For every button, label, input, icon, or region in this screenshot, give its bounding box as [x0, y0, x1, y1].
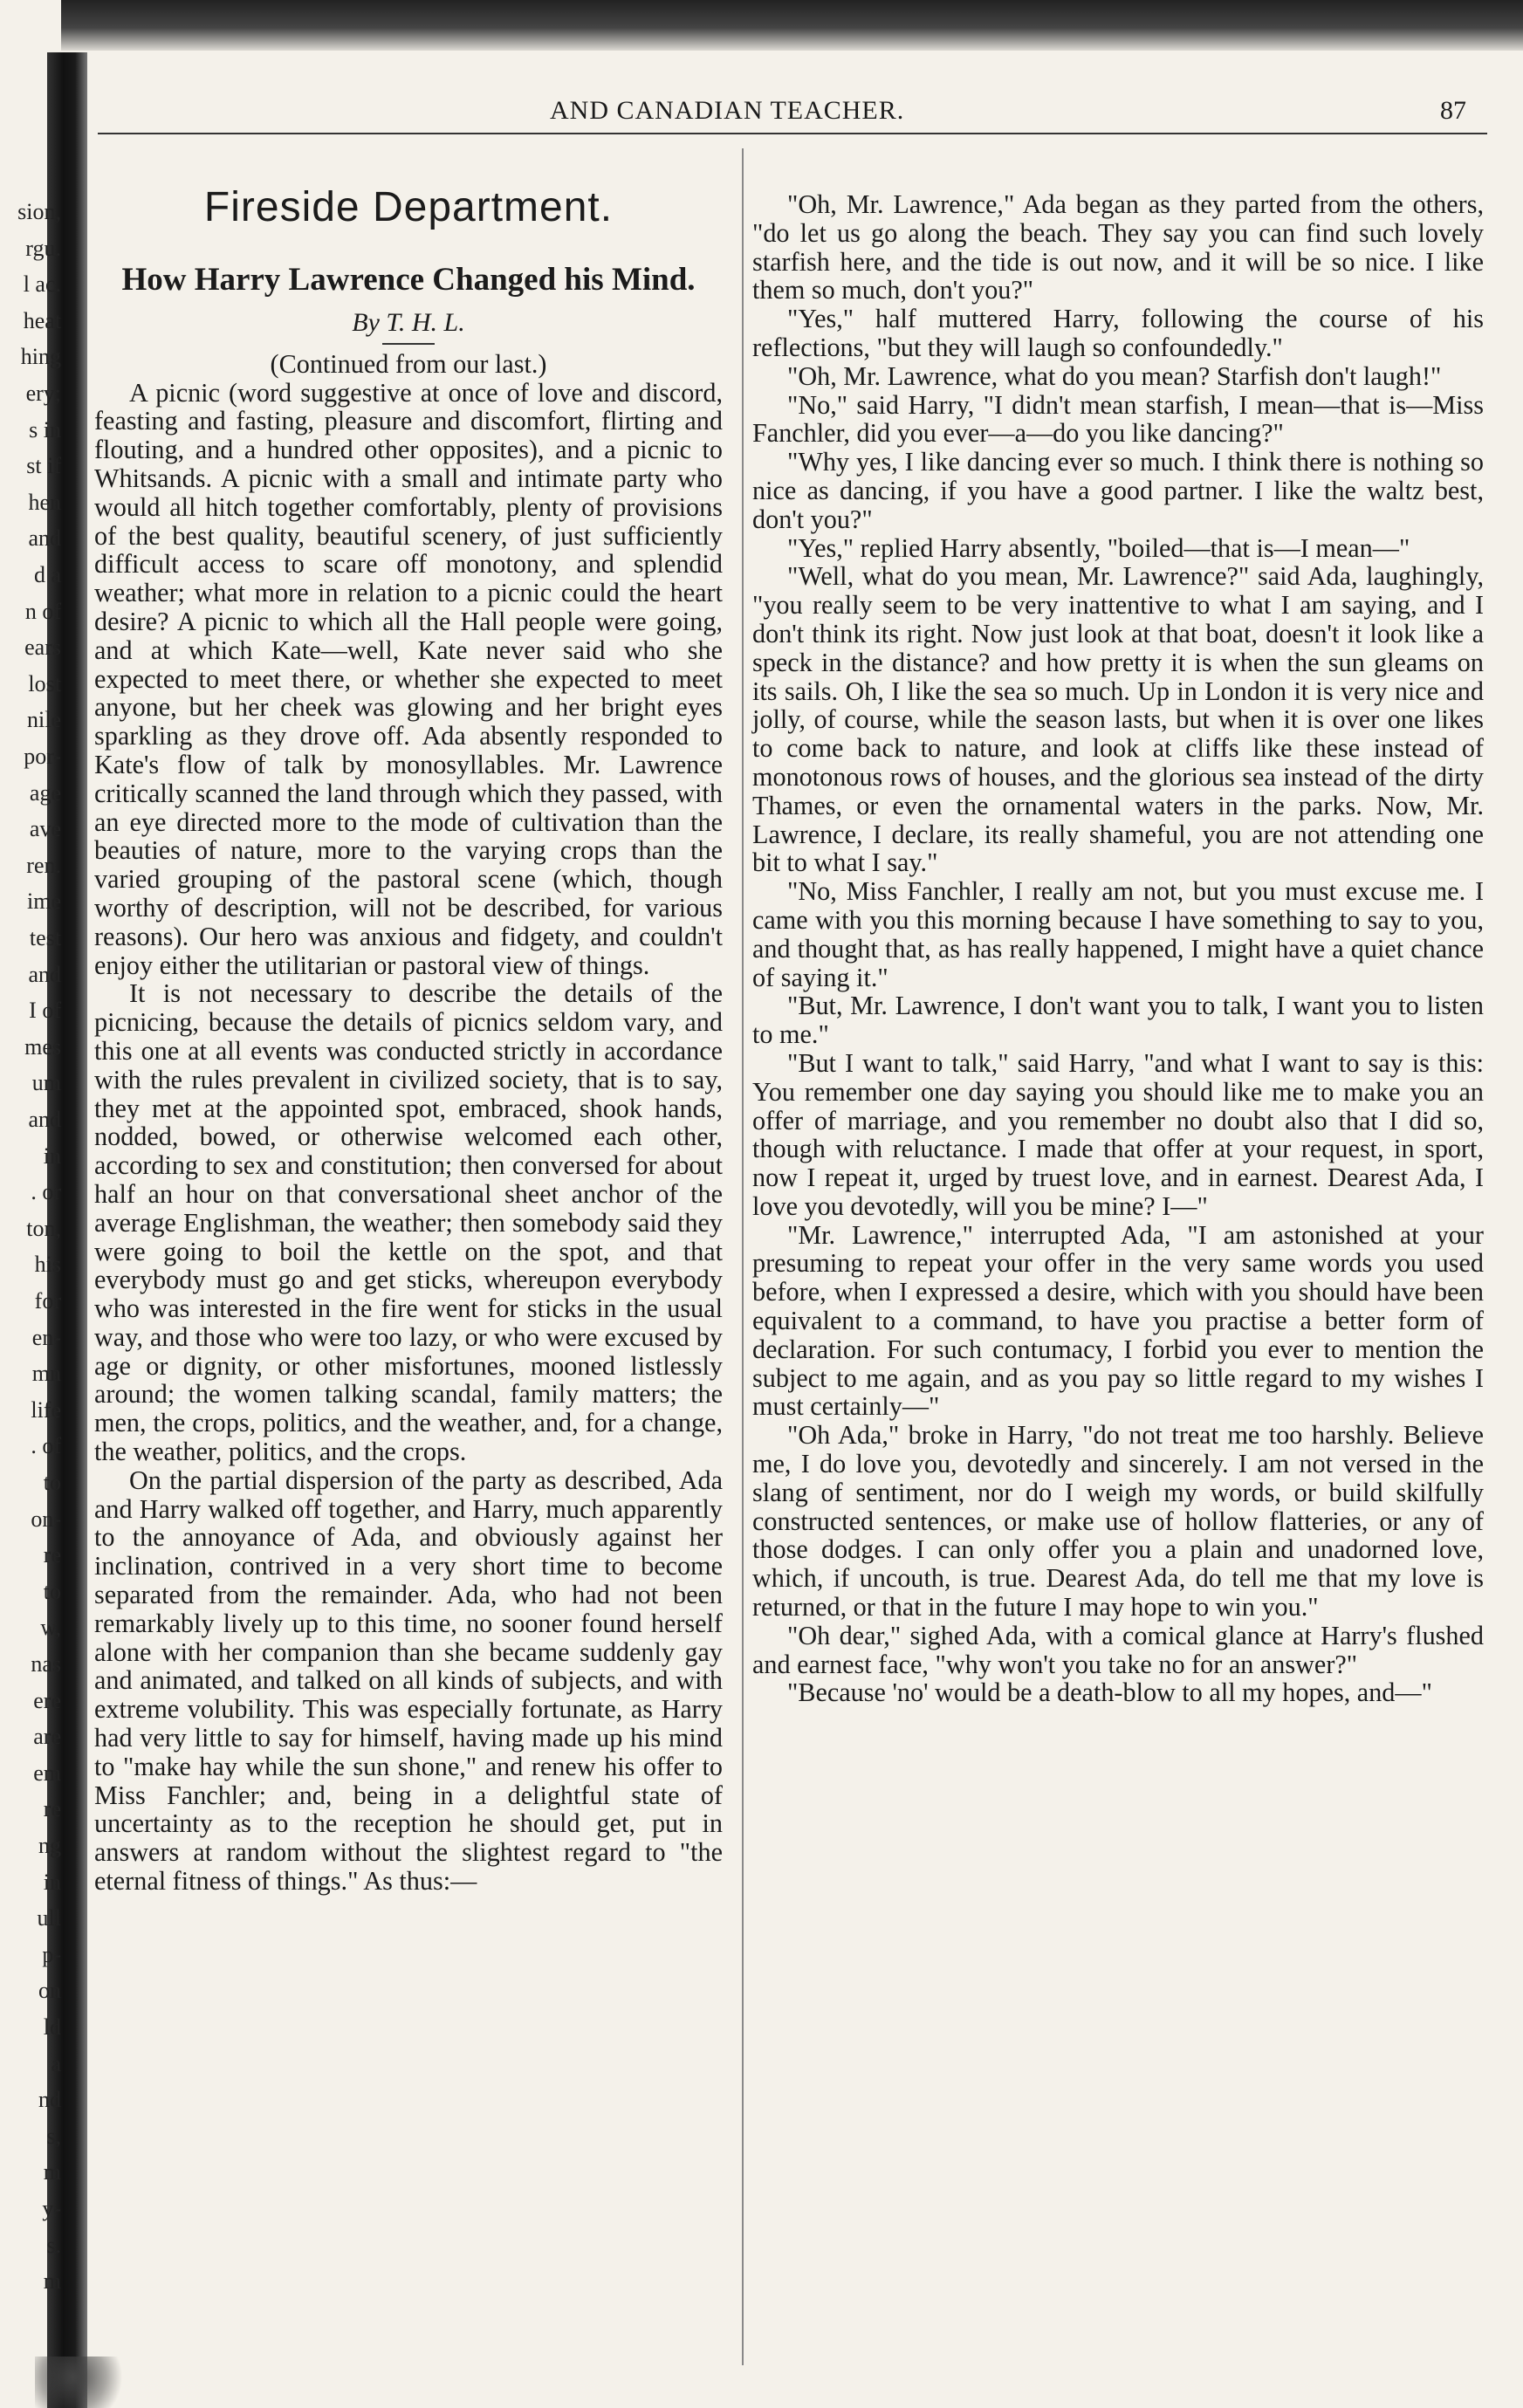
margin-fragment: s in [29, 416, 61, 442]
margin-fragment: . or [31, 1179, 61, 1205]
margin-fragment: em [33, 1760, 61, 1786]
right-column [752, 190, 1484, 1707]
margin-fragment: w, [40, 1615, 61, 1641]
paragraph: "Why yes, I like dancing ever so much. I think there is nothing so nice as dancing, if you have a good partner. I like the waltz best, don't you?" [752, 447, 1484, 534]
paragraph: "But I want to talk," said Harry, "and what I want to say is this: You remember one day saying you should like me to make you an offer of marriage, and you remember no doubt also that I did so, though with reluctance. I made that offer at your request, in sport, now I repeat it, urged by truest love, and in earnest. Dearest Ada, I love you devotedly, will you be mine? I—" [752, 1047, 1484, 1221]
paragraph: "Because 'no' would be a death-blow to all my hopes, and—" [787, 1677, 1432, 1708]
margin-fragment: ears [24, 635, 61, 661]
margin-fragment: m [43, 2268, 61, 2295]
margin-fragment: hen [28, 489, 61, 515]
margin-fragment: m [43, 2159, 61, 2185]
paragraph: "No, Miss Fanchler, I really am not, but you must excuse me. I came with you this morning because I have something to say to you, and thought that, as has really happened, I might have a quiet chance of saying it." [752, 876, 1484, 992]
paragraph: "Well, what do you mean, Mr. Lawrence?" said Ada, laughingly, "you really seem to be very inattentive to what I am saying, and I don't think its right. Now just look at that boat, doesn't it look like a speck in the distance? and how pretty it is when the sun gleams on its sails. Oh, I like the sea so much. Up in London it is very nice and jolly, of course, while the season lasts, but when it is over one likes to come back to nature, and look at cliffs like these instead of monotonous rows of houses, and the glorious sea instead of the dirty Thames, or even the ornamental waters in the parks. Now, Mr. Lawrence, I declare, its really shameful, you are not attending one bit to what I say." [752, 561, 1484, 878]
margin-fragment: age [29, 779, 61, 806]
column-divider [742, 148, 744, 2365]
margin-fragment: test [29, 925, 61, 950]
margin-fragment: his [34, 1252, 61, 1278]
margin-fragment: to [43, 1470, 61, 1495]
department-title: Fireside Department. [203, 184, 614, 230]
margin-fragment: I of [29, 998, 61, 1024]
margin-fragment: ave [29, 816, 61, 842]
margin-fragment: re [43, 1796, 61, 1822]
paragraph: "Oh, Mr. Lawrence," Ada began as they parted from the others, "do let us go along the beach. They say you can find such lovely starfish here, and the tide is out now, and it will be so nice. I like them so much, don't you?" [752, 189, 1484, 305]
margin-fragment: in [43, 1142, 61, 1169]
margin-fragment: and [28, 1107, 61, 1132]
margin-fragment: d a [33, 562, 61, 587]
scan-top-shadow [61, 0, 1523, 51]
margin-fragment: ld [43, 2014, 61, 2040]
paragraph: "Yes," replied Harry absently, "boiled—that is—I mean—" [787, 532, 1410, 563]
margin-fragment: sion, [17, 199, 61, 224]
margin-fragment: nas [31, 1651, 61, 1677]
paragraph: It is not necessary to describe the details of the picnicing, because the details of picnics seldom vary, and this one at all events was conducted strictly in accordance with the rules prevalent in civilized society, that is to say, they met at the appointed spot, embraced, shook hands, nodded, bowed, or otherwise welcomed each other, according to sex and constitution; then conversed for about half an hour on that conversational sheet anchor of the average Englishman, the weather; then somebody said they were going to boil the kettle on the spot, and that everybody must go and get sticks, whereupon everybody who was interested in the fire went for sticks in the usual way, and those who were too lazy, or who were excused by age or dignity, or other misfortunes, mooned listlessly around; the women talking scandal, family matters; the men, the crops, politics, and the weather, and, for a change, the weather, politics, and the crops. [94, 978, 723, 1467]
margin-fragment: are [33, 1724, 61, 1750]
paragraph: "Oh Ada," broke in Harry, "do not treat me too harshly. Believe me, I do love you, devotedly and sincerely. I am not versed in the slang of sentiment, nor do I weigh my words, or build skilfully constructed sentences, or make use of hollow flatteries, or any of those dodges. I can only offer you a plain and unadorned love, which, if uncouth, is true. Dearest Ada, do tell me that my love is returned, or that in the future I may hope to win you." [752, 1420, 1484, 1622]
paragraph: "But, Mr. Lawrence, I don't want you to talk, I want you to listen to me." [752, 991, 1484, 1050]
margin-fragment: nile [27, 707, 61, 733]
margin-fragment: on- [31, 1506, 61, 1532]
paragraph: "Mr. Lawrence," interrupted Ada, "I am astonished at your presuming to repeat your offer in the very same words you used before, when I expressed a desire, which with you should have been equivalent to a command, to have you practise a better form of declaration. For such contumacy, I forbid you ever to mention the subject to me again, and as you pay so little regard to my wishes I must certainly—" [752, 1219, 1484, 1422]
margin-fragment: and [28, 961, 61, 987]
margin-fragment: l ac. [23, 271, 61, 298]
margin-fragment: . of [31, 1433, 61, 1459]
story-title: How Harry Lawrence Changed his Mind. [121, 262, 696, 298]
byline-rule [382, 343, 435, 345]
margin-fragment: to [43, 1578, 61, 1604]
margin-fragment: mes [24, 1033, 61, 1060]
running-head: AND CANADIAN TEACHER. [550, 96, 905, 125]
margin-fragment: um [31, 1070, 61, 1096]
margin-fragment: mn [31, 1361, 61, 1387]
left-column [94, 183, 723, 1896]
margin-fragment: ime [27, 888, 61, 915]
margin-fragment: lost [28, 670, 61, 696]
paragraph: "Oh, Mr. Lawrence, what do you mean? Starfish don't laugh!" [787, 360, 1442, 391]
margin-fragment: life [31, 1396, 61, 1423]
margin-fragment: and [28, 525, 61, 552]
previous-page-fragments [0, 0, 61, 2408]
margin-fragment: y- [42, 2196, 61, 2221]
margin-fragment: ull [37, 1905, 61, 1931]
paragraph: "Yes," half muttered Harry, following the course of his reflections, "but they will laugh so confoundedly." [752, 304, 1484, 362]
margin-fragment: heat [23, 307, 61, 333]
margin-fragment: in [43, 1869, 61, 1895]
margin-fragment: s, [46, 2123, 61, 2149]
margin-fragment: ere [33, 1687, 61, 1713]
margin-fragment: for [34, 1288, 61, 1314]
margin-fragment: st if [26, 453, 61, 479]
margin-fragment: on [38, 1978, 61, 2004]
continued-note: (Continued from our last.) [270, 348, 547, 379]
margin-fragment: ren. [26, 852, 61, 878]
paragraph: "No," said Harry, "I didn't mean starfish, I mean—that is—Miss Fanchler, did you ever—a—do you like dancing?" [752, 389, 1484, 449]
margin-fragment: ng [38, 1833, 61, 1858]
byline: By T. H. L. [352, 308, 465, 337]
page-number: 87 [1440, 96, 1466, 125]
header-rule [98, 133, 1487, 134]
margin-fragment: rgu. [25, 235, 61, 261]
margin-fragment: en- [31, 1324, 61, 1350]
margin-fragment: s. [46, 2232, 61, 2258]
paragraph: A picnic (word suggestive at once of love and discord, feasting and fasting, pleasure and discomfort, flirting and flouting, and a hundred other opposites), and a picnic to Whitsands. A picnic with a small and intimate party who would all hitch together comfortably, plenty of provisions of the best quality, beautiful scenery, of just sufficiently difficult access to scare off monotony, and splendid weather; what more in relation to a picnic could the heart desire? A picnic to which all the Hall people were going, and at which Kate—well, Kate never said who she expected to meet there, or whether she expected to meet anyone, but her cheek was glowing and her bright eyes sparkling as they drove off. Ada absently responded to Kate's flow of talk by monosyllables. Mr. Lawrence critically scanned the land through which they passed, with an eye directed more to the mode of cultivation than the beauties of nature, more to the varying crops than the varied grouping of the pastoral scene (which, though worthy of description, will not be described, for various reasons). Our hero was anxious and fidgety, and couldn't enjoy either the utilitarian or pastoral view of things. [94, 377, 723, 980]
margin-fragment: ton, [26, 1215, 61, 1241]
margin-fragment: ery; [25, 381, 61, 406]
margin-fragment: por- [24, 744, 61, 769]
margin-fragment: p- [42, 1941, 61, 1967]
margin-fragment: re [43, 1542, 61, 1568]
paragraph: "Oh dear," sighed Ada, with a comical glance at Harry's flushed and earnest face, "why won't you take no for an answer?" [752, 1620, 1484, 1679]
margin-fragment: hing [20, 344, 61, 370]
paragraph: On the partial dispersion of the party as described, Ada and Harry walked off together, and Harry, much apparently to the annoyance of Ada, and obviously against her inclination, contrived in a very short time to become separated from the remainder. Ada, who had not been remarkably lively up to this time, no sooner found herself alone with her companion than she became suddenly gay and animated, and talked on all kinds of subjects, and with extreme volubility. This was especially fortunate, as Harry had very little to say for himself, having made up his mind to "make hay while the sun shone," and renew his offer to Miss Fanchler; and, being in a delightful state of uncertainty as to the reception he should get, put in answers at random without the slightest regard to "the eternal fitness of things." As thus:— [94, 1465, 723, 1897]
margin-fragment: n of [24, 598, 61, 624]
margin-fragment: a [51, 2050, 61, 2076]
margin-fragment: nd [38, 2087, 61, 2113]
